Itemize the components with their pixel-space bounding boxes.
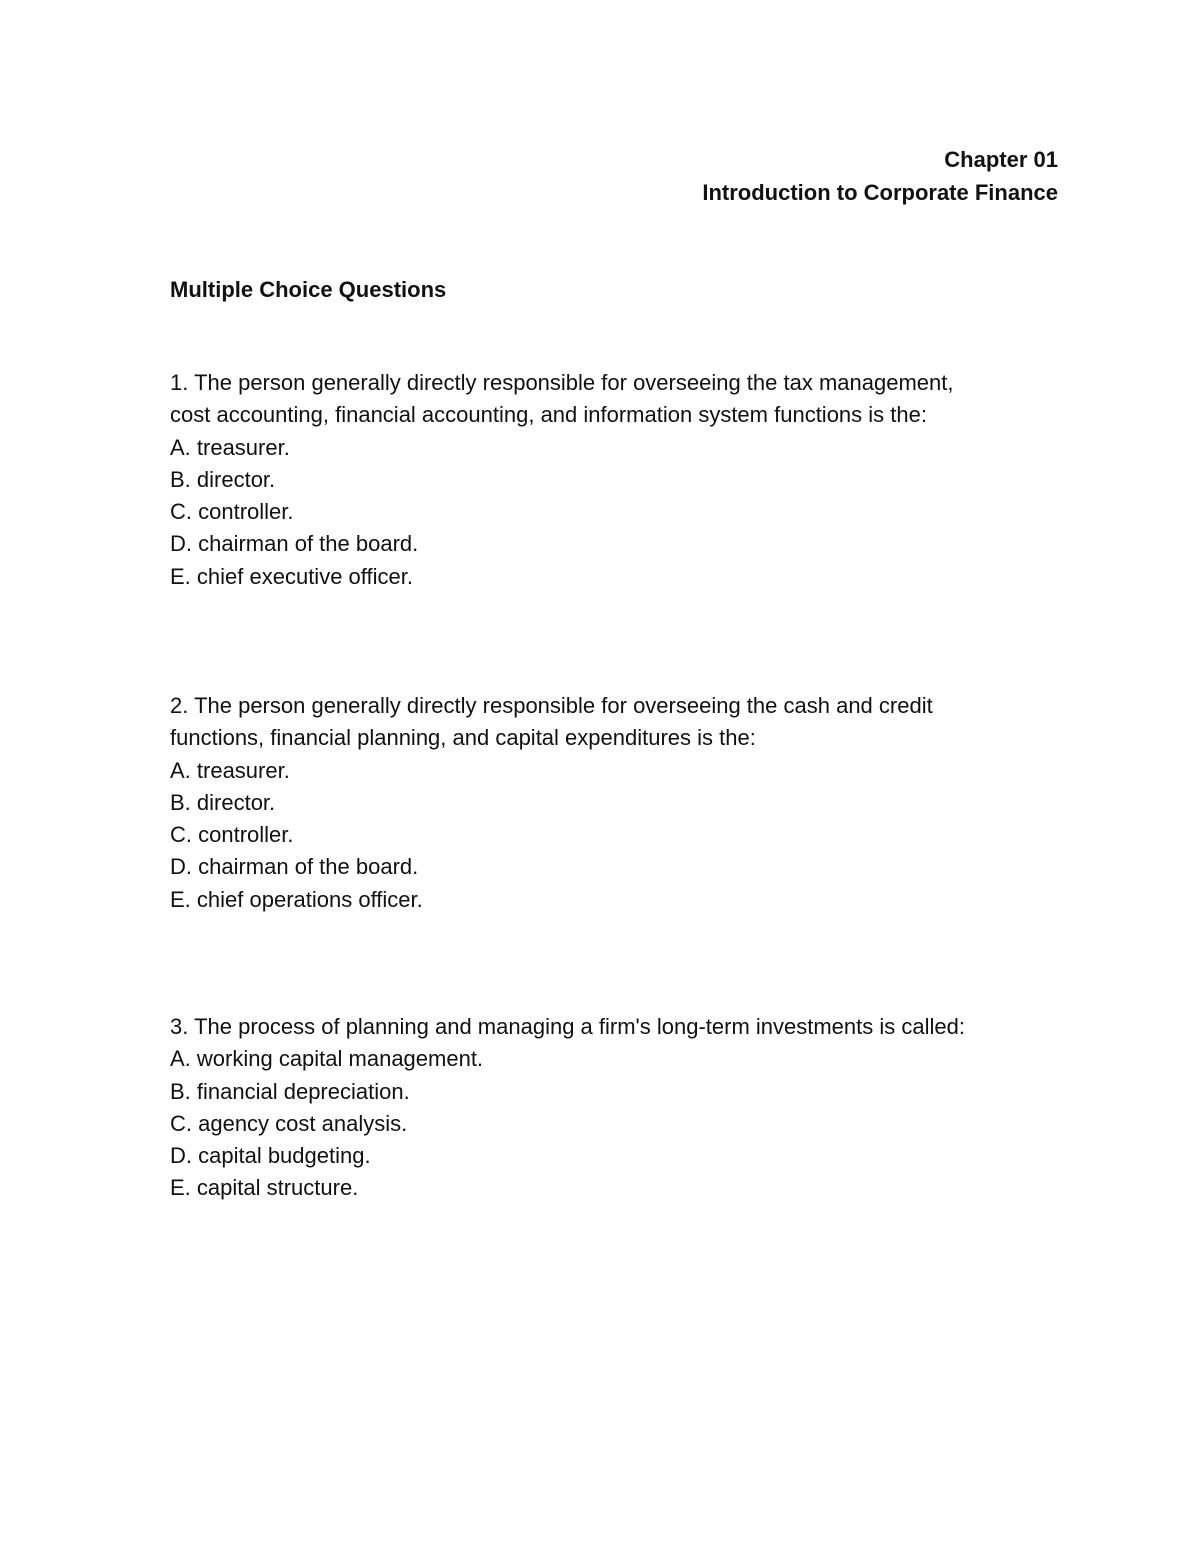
question-stem-line: 2. The person generally directly responsible for overseeing the cash and credit bbox=[170, 693, 933, 718]
answer-option-a: A. working capital management. bbox=[170, 1046, 484, 1072]
question-stem-line: cost accounting, financial accounting, and information system functions is the: bbox=[170, 402, 927, 428]
chapter-header bbox=[702, 143, 1058, 209]
question-stem-line: 1. The person generally directly responsible for overseeing the tax management, bbox=[170, 370, 954, 395]
answer-option-d: D. capital budgeting. bbox=[170, 1143, 371, 1169]
answer-option-e: E. chief operations officer. bbox=[170, 886, 423, 912]
question-stem-line: functions, financial planning, and capital expenditures is the: bbox=[170, 725, 756, 751]
question-3 bbox=[170, 1011, 1050, 1205]
question-stem-line: 3. The process of planning and managing a firm's long-term investments is called: bbox=[170, 1014, 965, 1039]
answer-option-d: D. chairman of the board. bbox=[170, 854, 419, 880]
answer-option-a: A. treasurer. bbox=[170, 434, 290, 460]
chapter-title: Introduction to Corporate Finance bbox=[702, 180, 1058, 205]
chapter-number: Chapter 01 bbox=[944, 147, 1058, 172]
answer-option-d: D. chairman of the board. bbox=[170, 531, 419, 557]
answer-option-e: E. capital structure. bbox=[170, 1175, 359, 1201]
answer-option-b: B. director. bbox=[170, 789, 276, 815]
question-1 bbox=[170, 367, 1050, 593]
answer-option-c: C. controller. bbox=[170, 822, 294, 848]
answer-option-c: C. agency cost analysis. bbox=[170, 1110, 408, 1136]
answer-option-e: E. chief executive officer. bbox=[170, 563, 413, 589]
section-heading: Multiple Choice Questions bbox=[170, 277, 447, 302]
answer-option-a: A. treasurer. bbox=[170, 757, 290, 783]
answer-option-b: B. director. bbox=[170, 466, 276, 492]
question-2 bbox=[170, 690, 1050, 916]
answer-option-c: C. controller. bbox=[170, 499, 294, 525]
answer-option-b: B. financial depreciation. bbox=[170, 1078, 410, 1104]
